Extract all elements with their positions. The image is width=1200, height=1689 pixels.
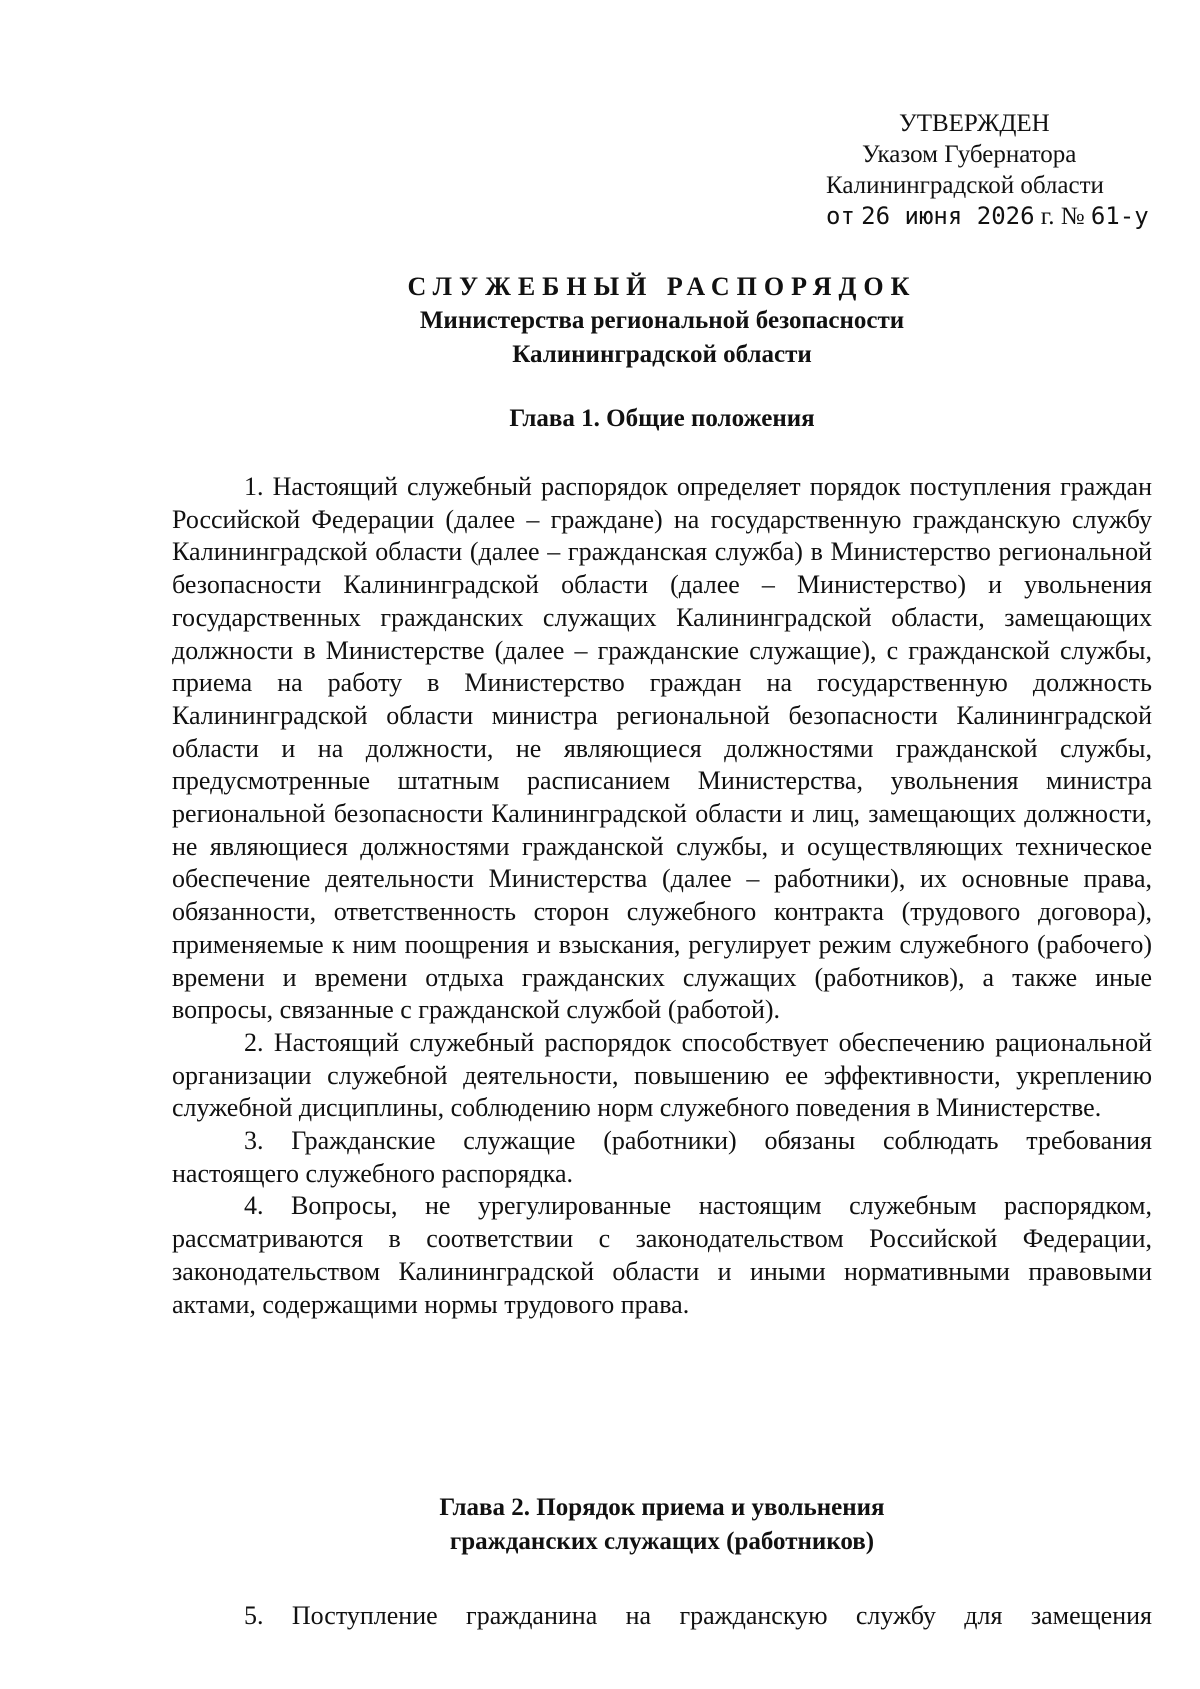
chapter-1-body [172,471,1152,1321]
document-title-line3: Калининградской области [512,341,812,368]
chapter-2-heading [172,1491,1152,1559]
approval-date-value: 26 июня 2026 [861,202,1035,230]
paragraph-5: 5. Поступление гражданина на гражданскую службу для замещения [244,1601,1152,1630]
approval-stamp [826,108,1166,232]
paragraph-4: 4. Вопросы, не урегулированные настоящим служебным распорядком, рассматриваются в соответствии с законодательством Российской Федерации, законодательством Калининградской области и иными нормативными правовыми актами, содержащими нормы трудового права. [172,1191,1152,1319]
document-title-heading: СЛУЖЕБНЫЙ РАСПОРЯДОК [407,272,917,301]
approval-approved-label: УТВЕРЖДЕН [899,110,1050,137]
approval-date-suffix: г. № [1040,203,1085,230]
paragraph-2: 2. Настоящий служебный распорядок способствует обеспечению рациональной организации служебной деятельности, повышению ее эффективности, укреплению служебной дисциплины, соблюдению норм служебного поведения в Министерстве. [172,1027,1152,1123]
paragraph-3: 3. Гражданские служащие (работники) обязаны соблюдать требования настоящего служебного распорядка. [172,1126,1152,1188]
approval-region-label: Калининградской области [826,172,1104,199]
chapter-2-body [172,1600,1152,1633]
approval-date-line [826,201,1166,232]
document-title-line2: Министерства региональной безопасности [419,307,905,334]
document-title [172,270,1152,372]
chapter-1-heading: Глава 1. Общие положения [509,405,815,432]
approval-number: 61-у [1090,202,1149,230]
approval-decree-label: Указом Губернатора [862,141,1077,168]
approval-date-prefix: от [826,202,855,230]
chapter-2-heading-line2: гражданских служащих (работников) [449,1528,875,1555]
paragraph-1: 1. Настоящий служебный распорядок определяет порядок поступления граждан Российской Федерации (далее – граждане) на государственную гражданскую службу Калининградской области (далее – гражданская служба) в Министерство региональной безопасности Калининградской области (далее – Министерство) и увольнения государственных гражданских служащих Калининградской области, замещающих должности в Министерстве (далее – гражданские служащие), с гражданской службы, приема на работу в Министерство граждан на государственную должность Калининградской области министра региональной безопасности Калининградской области и на должности, не являющиеся должностями гражданской службы, предусмотренные штатным расписанием Министерства, увольнения министра региональной безопасности Калининградской области и лиц, замещающих должности, не являющиеся должностями гражданской службы, и осуществляющих техническое обеспечение деятельности Министерства (далее – работники), их основные права, обязанности, ответственность сторон служебного контракта (трудового договора), применяемые к ним поощрения и взыскания, регулирует режим служебного (рабочего) времени и времени отдыха гражданских служащих (работников), а также иные вопросы, связанные с гражданской службой (работой). [172,472,1152,1025]
chapter-2-heading-line1: Глава 2. Порядок приема и увольнения [439,1494,885,1521]
